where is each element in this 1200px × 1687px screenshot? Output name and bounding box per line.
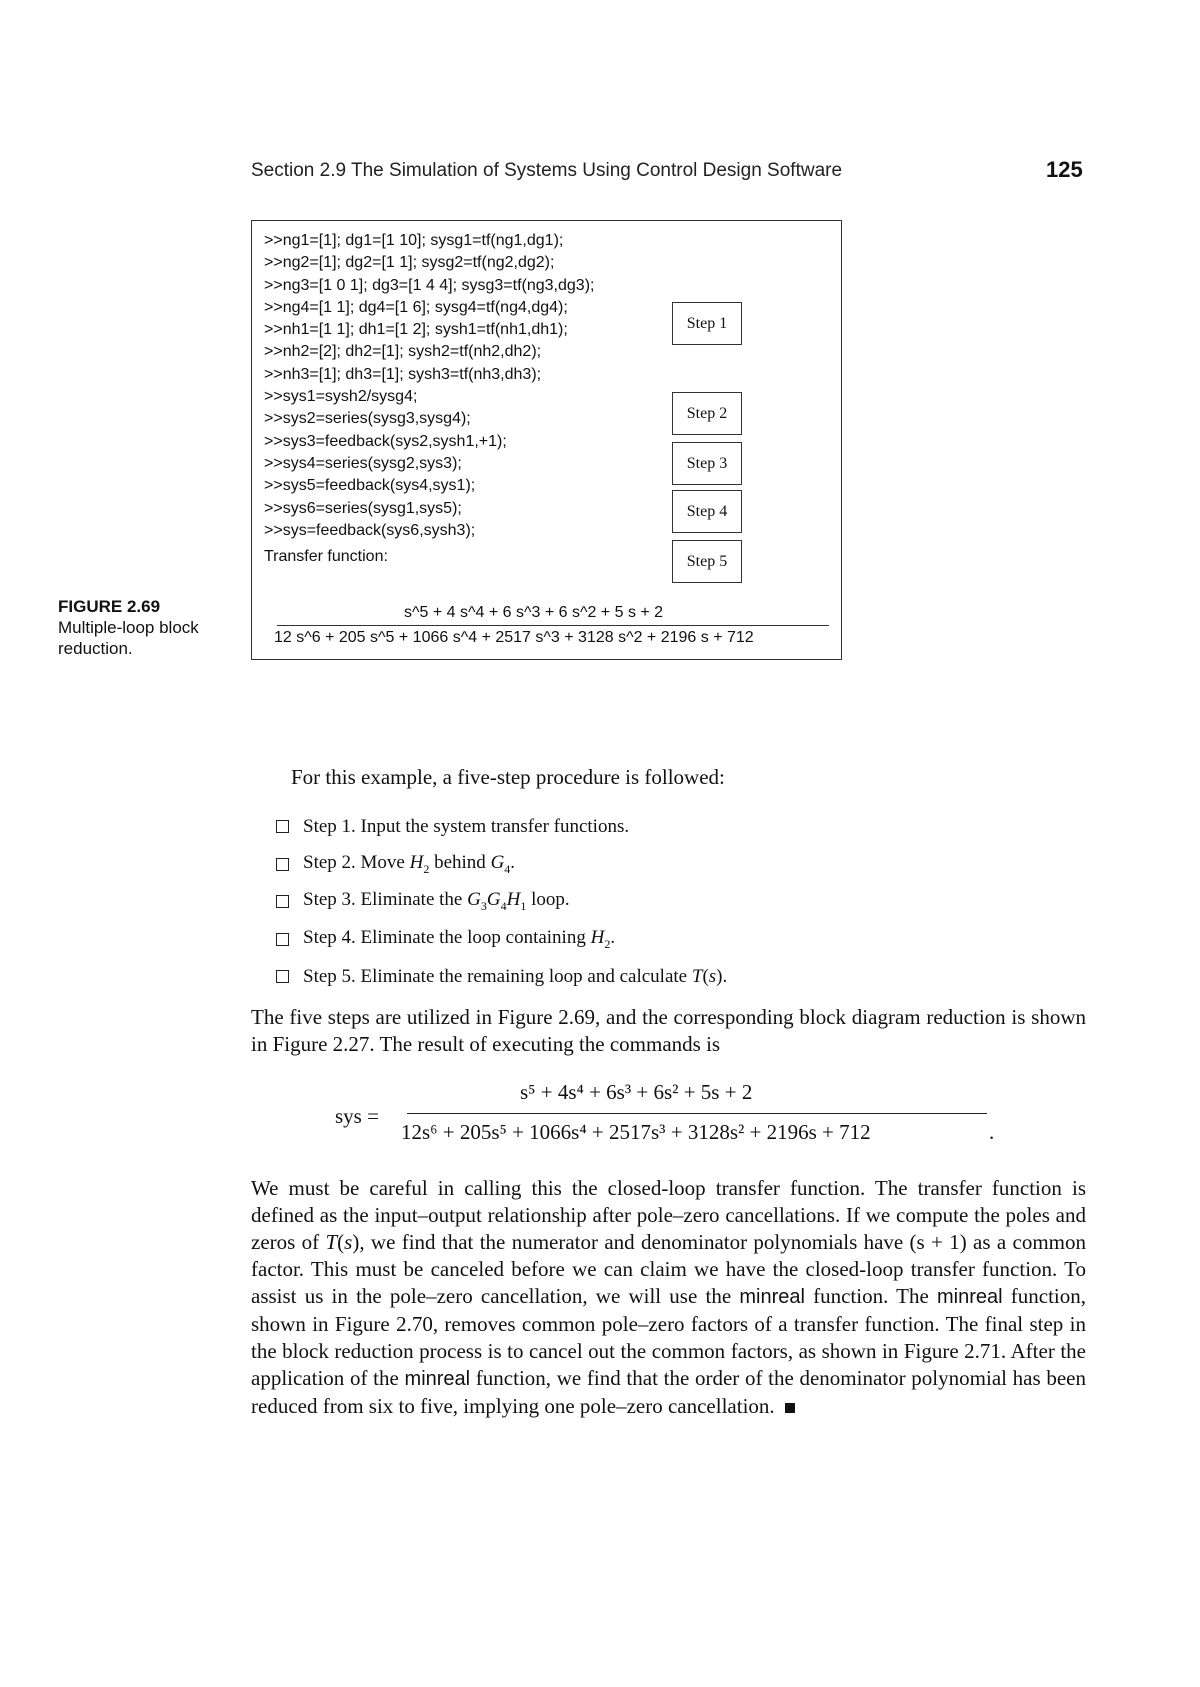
para2-part-b: , we find that the numerator and denominator polynomials have (s + 1) as a common factor. This must be canceled before we can claim we have the closed-loop transfer function. To assist us in the pole–zero cancellation, we will use the (251, 1230, 1086, 1308)
code-line: >>sys3=feedback(sys2,sysh1,+1); (264, 432, 507, 450)
transfer-function-label: Transfer function: (264, 548, 388, 566)
code-line: >>nh1=[1 1]; dh1=[1 2]; sysh1=tf(nh1,dh1); (264, 321, 568, 339)
step-4-text: Step 4. Eliminate the loop containing $H_2$. (303, 926, 616, 951)
paragraph-minreal: We must be careful in calling this the closed-loop transfer function. The transfer function is defined as the input–output relationship after pole–zero cancellations. If we compute the poles and zeros of T(s), we find that the numerator and denominator polynomials have (s + 1) as a common factor. This must be canceled before we can claim we have the closed-loop transfer function. To assist us in the pole–zero cancellation, we will use the minreal function. The minreal function, shown in Figure 2.70, removes common pole–zero factors of a transfer function. The final step in the block reduction process is to cancel out the common factors, as shown in Figure 2.71. After the application of the minreal function, we find that the order of the denominator polynomial has been reduced from six to five, implying one pole–zero cancellation. (251, 1176, 1086, 1418)
list-item (276, 883, 727, 921)
procedure-steps (276, 808, 727, 996)
equation-lhs: sys = (335, 1104, 379, 1128)
step-3-suffix: loop. (526, 889, 570, 911)
step-2-text: Step 2. Move $H_2$ behind $G_4$. (303, 851, 516, 876)
para2-part-a: We must be careful in calling this the closed-loop transfer function. The transfer function is defined as the input–output relationship after pole–zero cancellations. If we compute the poles and zeros of (251, 1176, 1086, 1254)
para2-part-d: function, shown in Figure 2.70, removes common pole–zero factors of a transfer function. The final step in the block reduction process is to cancel out the common factors, as shown in Figure 2.71. After the application of the (251, 1284, 1086, 1390)
minreal-function-name: minreal (937, 1286, 1003, 1308)
list-item (276, 808, 727, 846)
step-3-text: Step 3. Eliminate the $G_3G_4H_1$ loop. (303, 889, 570, 914)
minreal-function-name: minreal (739, 1286, 805, 1308)
code-line: >>sys1=sysh2/sysg4; (264, 388, 418, 406)
list-item (276, 921, 727, 959)
checkbox-bullet-icon (276, 933, 289, 946)
code-line: >>sys6=series(sysg1,sys5); (264, 499, 462, 517)
tf-denominator: 12 s^6 + 205 s^5 + 1066 s^4 + 2517 s^3 + 3128 s^2 + 2196 s + 712 (274, 629, 754, 646)
page-number: 125 (1046, 157, 1083, 182)
display-equation (335, 1080, 1015, 1160)
step-5-tag: Step 5 (672, 540, 742, 583)
code-line: >>sys2=series(sysg3,sysg4); (264, 410, 471, 428)
equation-period: . (989, 1120, 995, 1144)
step-2-prefix: Step 2. Move (303, 851, 410, 873)
code-listing (264, 230, 594, 568)
step-3-tag: Step 3 (672, 442, 742, 485)
step-5-text: Step 5. Eliminate the remaining loop and calculate T(s). (303, 965, 728, 987)
code-line: >>ng3=[1 0 1]; dg3=[1 4 4]; sysg3=tf(ng3,dg3); (264, 276, 595, 294)
code-line: >>ng1=[1]; dg1=[1 10]; sysg1=tf(ng1,dg1); (264, 232, 564, 249)
step-3-prefix: Step 3. Eliminate the (303, 889, 468, 911)
end-of-example-icon (785, 1403, 795, 1413)
para2-part-e: function, we find that the order of the denominator polynomial has been reduced from six to five, implying one pole–zero cancellation. (251, 1366, 1086, 1418)
code-line: >>sys4=series(sysg2,sys3); (264, 454, 462, 472)
code-line: >>ng2=[1]; dg2=[1 1]; sysg2=tf(ng2,dg2); (264, 254, 555, 272)
paragraph-steps-summary: The five steps are utilized in Figure 2.69, and the corresponding block diagram reduction is shown in Figure 2.27. The result of executing the commands is (251, 1005, 1086, 1056)
tf-fraction-bar (277, 625, 829, 626)
code-line: >>nh2=[2]; dh2=[1]; sysh2=tf(nh2,dh2); (264, 343, 542, 361)
figure-caption (58, 596, 228, 659)
figure-number: FIGURE 2.69 (58, 597, 161, 616)
figure-caption-text: Multiple-loop block reduction. (58, 618, 199, 658)
step-1-text: Step 1. Input the system transfer functions. (303, 815, 630, 837)
equation-fraction-bar (407, 1113, 987, 1114)
tf-numerator: s^5 + 4 s^4 + 6 s^3 + 6 s^2 + 5 s + 2 (404, 604, 664, 621)
code-line: >>ng4=[1 1]; dg4=[1 6]; sysg4=tf(ng4,dg4); (264, 298, 568, 316)
section-title: Section 2.9 The Simulation of Systems Using Control Design Software (251, 160, 843, 181)
step-4-prefix: Step 4. Eliminate the loop containing (303, 926, 591, 948)
para2-part-c: function. The (804, 1284, 937, 1308)
step-2-middle: behind (429, 851, 491, 873)
equation-denominator: 12s⁶ + 205s⁵ + 1066s⁴ + 2517s³ + 3128s² + 2196s + 712 (401, 1120, 871, 1144)
equation-numerator: s⁵ + 4s⁴ + 6s³ + 6s² + 5s + 2 (520, 1080, 753, 1104)
code-line: >>nh3=[1]; dh3=[1]; sysh3=tf(nh3,dh3); (264, 365, 542, 383)
checkbox-bullet-icon (276, 895, 289, 908)
step-2-tag: Step 2 (672, 392, 742, 435)
list-item (276, 958, 727, 996)
minreal-function-name: minreal (404, 1368, 471, 1390)
step-4-tag: Step 4 (672, 490, 742, 533)
checkbox-bullet-icon (276, 858, 289, 871)
checkbox-bullet-icon (276, 970, 289, 983)
step-1-tag: Step 1 (672, 302, 742, 345)
code-line: >>sys5=feedback(sys4,sys1); (264, 477, 476, 495)
step-5-suffix: . (722, 965, 728, 987)
procedure-intro: For this example, a five-step procedure is followed: (291, 765, 725, 789)
code-line: >>sys=feedback(sys6,sysh3); (264, 521, 476, 539)
list-item (276, 846, 727, 884)
checkbox-bullet-icon (276, 820, 289, 833)
step-5-prefix: Step 5. Eliminate the remaining loop and calculate (303, 965, 692, 987)
